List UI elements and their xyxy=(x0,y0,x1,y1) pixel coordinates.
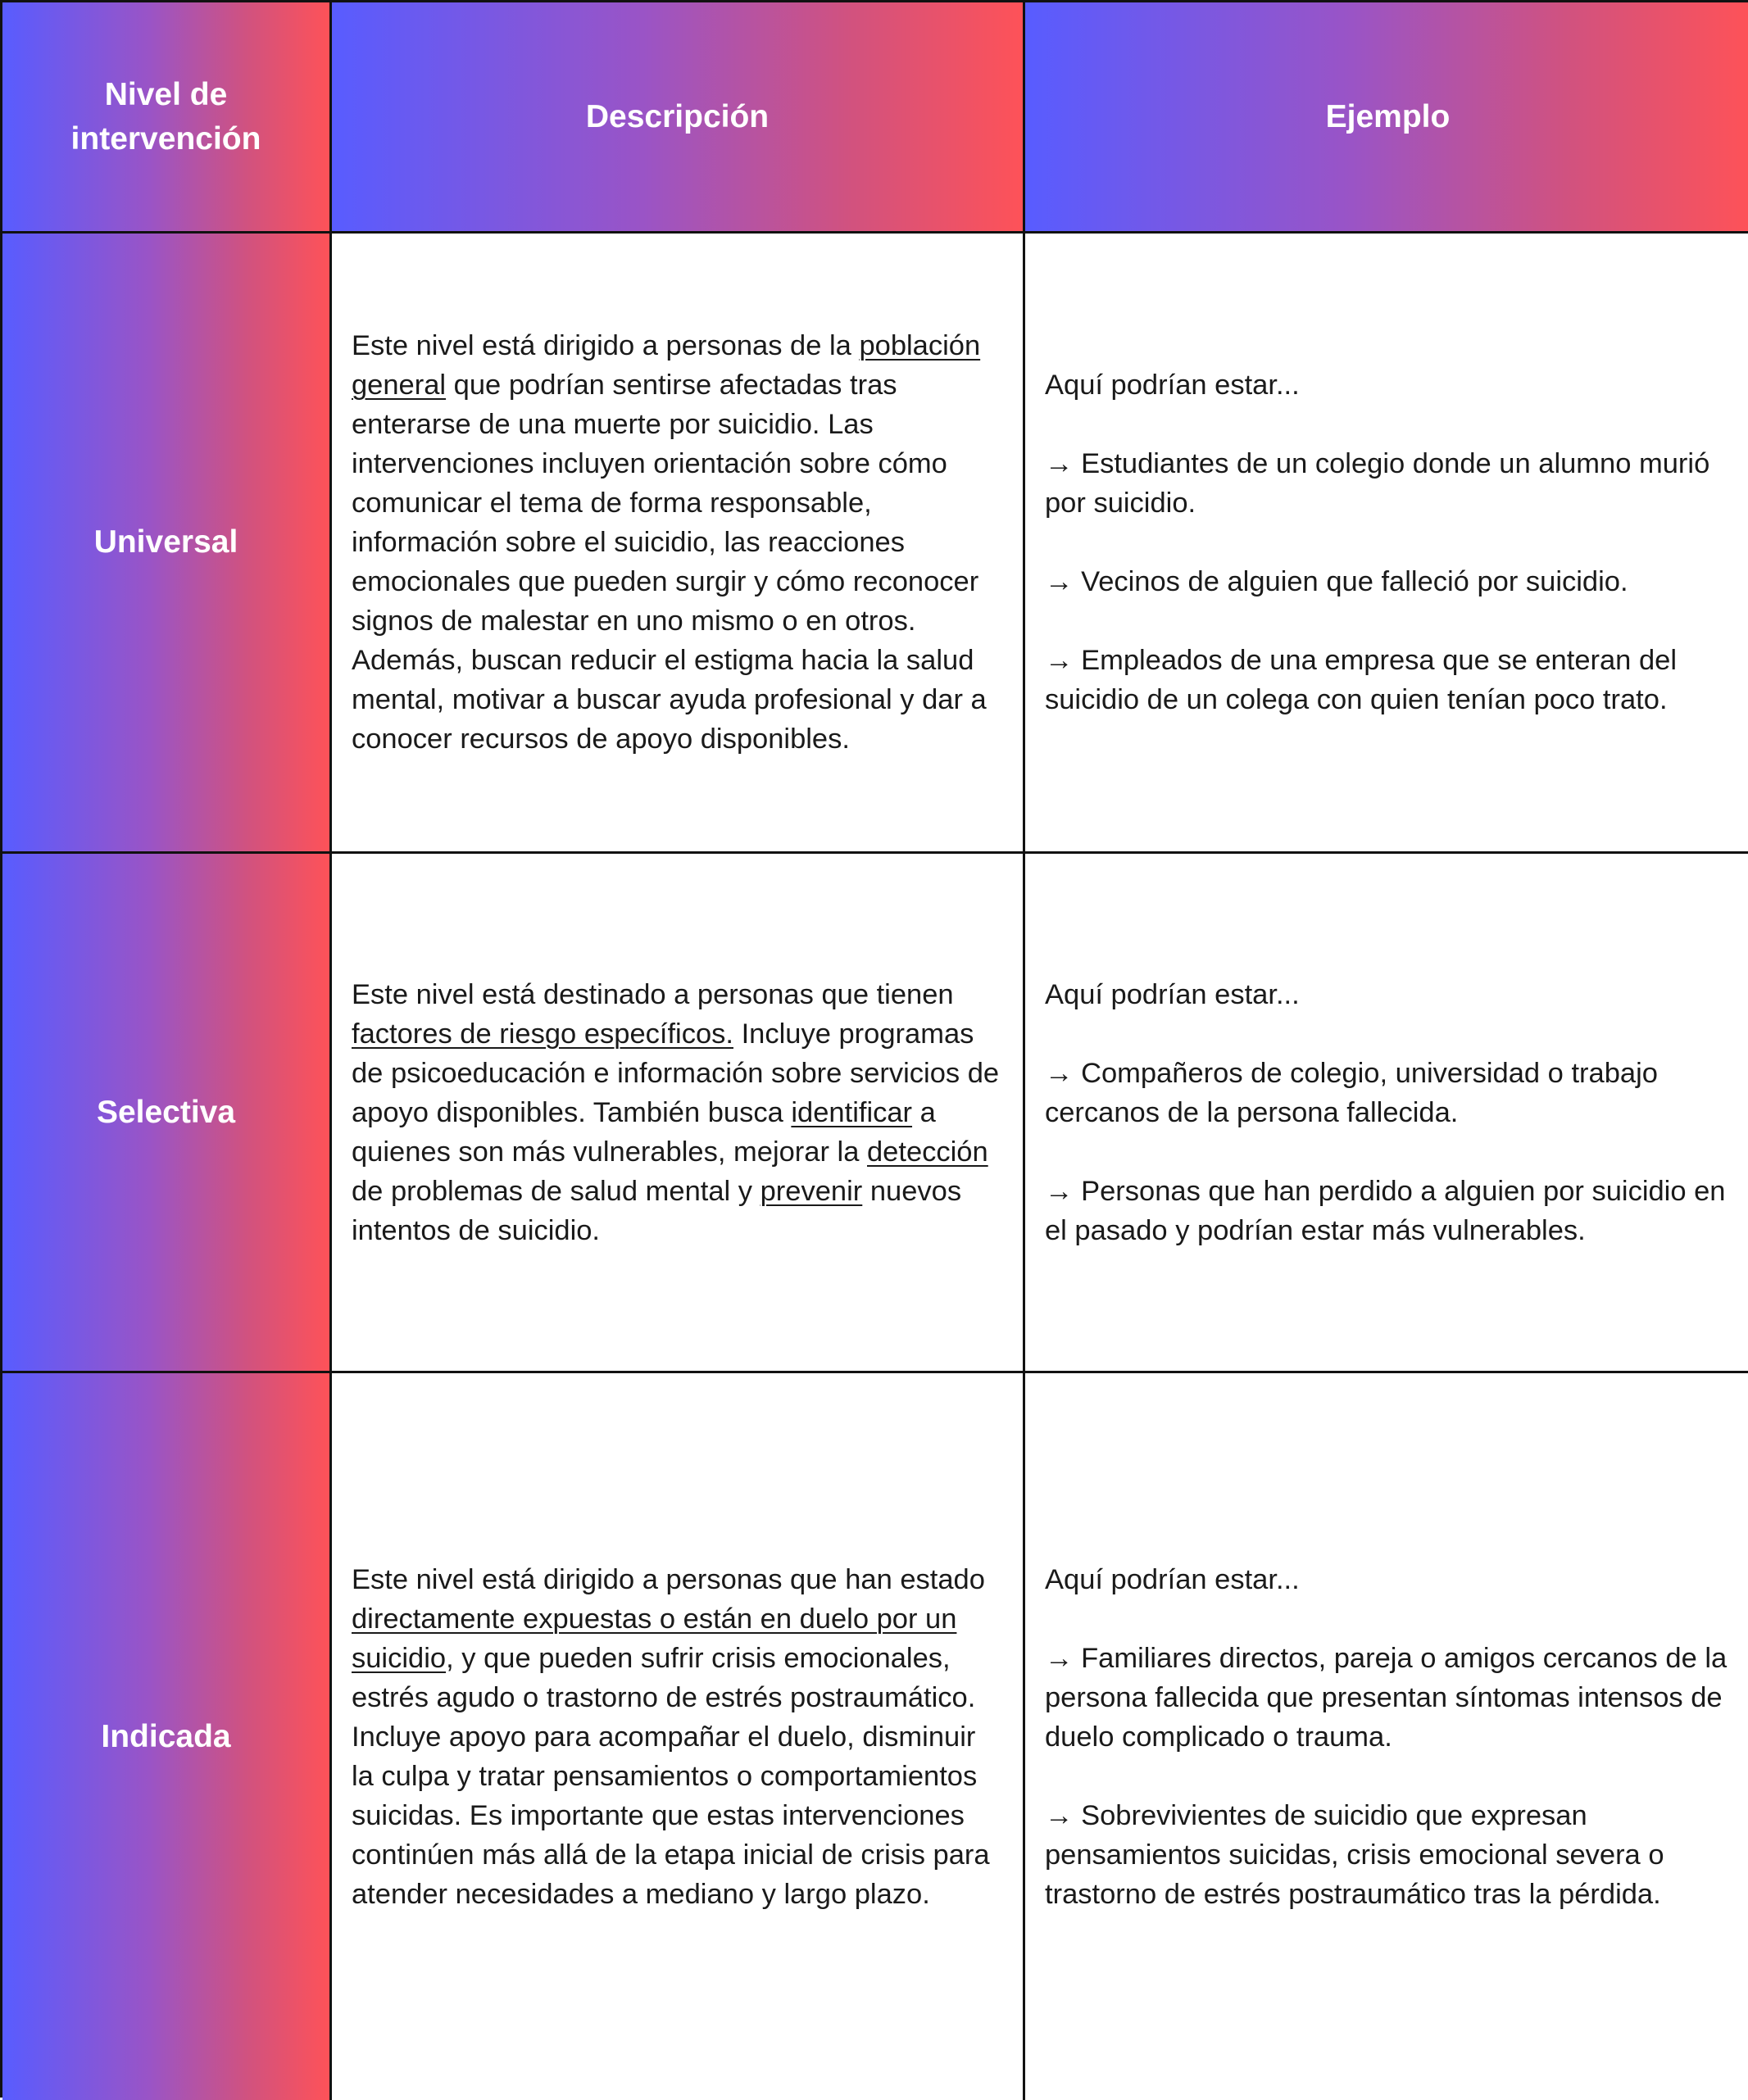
description-text xyxy=(352,975,1003,1250)
description-run: , y que pueden sufrir crisis emocionales, estrés agudo o trastorno de estrés postraumático. Incluye apoyo para acompañar el duelo, disminuir la culpa y tratar pensamientos o comportamientos suicidas. Es importante que estas intervenciones continúen más allá de la etapa inicial de crisis para atender necesidades a mediano y largo plazo. xyxy=(352,1642,990,1910)
description-run: nuevos intentos de suicidio. xyxy=(352,1175,962,1246)
level-label: Universal xyxy=(93,524,238,560)
header-description xyxy=(332,2,1025,234)
description-cell-indicada xyxy=(332,1373,1025,2100)
description-run: Este nivel está dirigido a personas que han estado xyxy=(352,1563,985,1595)
example-item: → Familiares directos, pareja o amigos cercanos de la persona fallecida que presentan síntomas intensos de duelo complicado o trauma. xyxy=(1045,1642,1728,1753)
description-run: Este nivel está destinado a personas que tienen xyxy=(352,978,954,1010)
example-intro: Aquí podrían estar... xyxy=(1045,1563,1300,1595)
header-description-label: Descripción xyxy=(585,98,770,134)
underlined-term: prevenir xyxy=(760,1175,863,1207)
underlined-term: factores de riesgo específicos. xyxy=(352,1018,733,1050)
example-item: → Estudiantes de un colegio donde un alumno murió por suicidio. xyxy=(1045,448,1710,519)
example-intro: Aquí podrían estar... xyxy=(1045,978,1300,1010)
level-cell-universal xyxy=(2,234,332,854)
example-intro: Aquí podrían estar... xyxy=(1045,370,1300,401)
example-item: → Personas que han perdido a alguien por suicidio en el pasado y podrían estar más vulnerables. xyxy=(1045,1175,1726,1246)
description-cell-selectiva xyxy=(332,854,1025,1373)
underlined-term: detección xyxy=(867,1136,988,1168)
example-item: → Empleados de una empresa que se enteran del suicidio de un colega con quien tenían poco trato. xyxy=(1045,645,1677,715)
example-list xyxy=(1045,1560,1731,1914)
example-item: → Compañeros de colegio, universidad o trabajo cercanos de la persona fallecida. xyxy=(1045,1057,1658,1128)
description-run: Este nivel está dirigido a personas de la xyxy=(352,330,860,361)
level-cell-selectiva xyxy=(2,854,332,1373)
level-label: Indicada xyxy=(101,1718,231,1754)
example-cell-universal xyxy=(1025,234,1748,854)
header-level xyxy=(2,2,332,234)
description-run: Incluye programas de psicoeducación e información sobre servicios de apoyo disponibles. También busca xyxy=(352,1018,1000,1128)
description-run: a quienes son más vulnerables, mejorar la xyxy=(352,1096,936,1168)
level-label: Selectiva xyxy=(96,1094,236,1130)
example-list xyxy=(1045,365,1731,719)
underlined-term: población general xyxy=(352,330,981,401)
header-example xyxy=(1025,2,1748,234)
underlined-term: identificar xyxy=(791,1096,913,1128)
underlined-term: directamente expuestas o están en duelo por un suicidio xyxy=(352,1603,957,1674)
example-item: → Vecinos de alguien que falleció por suicidio. xyxy=(1045,566,1628,597)
description-cell-universal xyxy=(332,234,1025,854)
description-text xyxy=(352,326,1003,759)
description-run: de problemas de salud mental y xyxy=(352,1175,760,1207)
example-item: → Sobrevivientes de suicidio que expresan pensamientos suicidas, crisis emocional severa o trastorno de estrés postraumático tras la pérdida. xyxy=(1045,1799,1664,1910)
header-example-label: Ejemplo xyxy=(1325,98,1451,134)
level-cell-indicada xyxy=(2,1373,332,2100)
example-list xyxy=(1045,975,1731,1250)
header-level-label: Nivel de intervención xyxy=(70,76,261,156)
description-run: que podrían sentirse afectadas tras enterarse de una muerte por suicidio. Las intervenciones incluyen orientación sobre cómo comunicar el tema de forma responsable, información sobre el suicidio, las reacciones emocionales que pueden surgir y cómo reconocer signos de malestar en uno mismo o en otros. Además, buscan reducir el estigma hacia la salud mental, motivar a buscar ayuda profesional y dar a conocer recursos de apoyo disponibles. xyxy=(352,370,987,755)
example-cell-selectiva xyxy=(1025,854,1748,1373)
description-text xyxy=(352,1560,1003,1914)
example-cell-indicada xyxy=(1025,1373,1748,2100)
